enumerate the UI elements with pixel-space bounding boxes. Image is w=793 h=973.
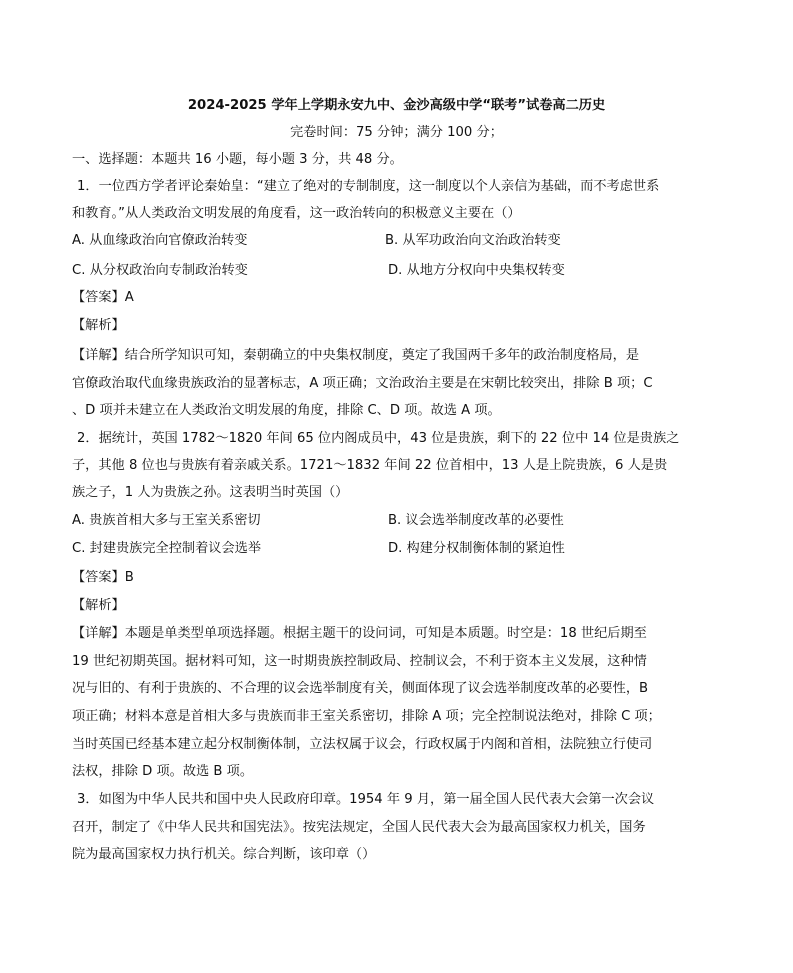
q2-answer: 【答案】B <box>72 570 134 585</box>
q2-detail-line6: 法权，排除 D 项。故选 B 项。 <box>72 764 254 779</box>
section-heading: 一、选择题：本题共 16 小题，每小题 3 分，共 48 分。 <box>72 152 403 167</box>
q1-option-b: B. 从军功政治向文治政治转变 <box>385 233 561 248</box>
q3-stem-line1: 3．如图为中华人民共和国中央人民政府印章。1954 年 9 月，第一届全国人民代表大会第一次会议 <box>77 792 655 807</box>
q1-option-c: C. 从分权政治向专制政治转变 <box>72 263 248 278</box>
q1-detail-line2: 官僚政治取代血缘贵族政治的显著标志，A 项正确；文治政治主要是在宋朝比较突出，排除 B 项；C <box>72 376 653 391</box>
q2-stem-line1: 2．据统计，英国 1782～1820 年间 65 位内阁成员中，43 位是贵族，剩下的 22 位中 14 位是贵族之 <box>77 431 680 446</box>
q2-detail-line1: 【详解】本题是单类型单项选择题。根据主题干的设问词，可知是本质题。时空是：18 世纪后期至 <box>72 626 647 641</box>
q1-detail-line1: 【详解】结合所学知识可知，秦朝确立的中央集权制度，奠定了我国两千多年的政治制度格局，是 <box>72 348 640 363</box>
q3-stem-line2: 召开，制定了《中华人民共和国宪法》。按宪法规定，全国人民代表大会为最高国家权力机关，国务 <box>72 820 646 835</box>
q3-stem-line3: 院为最高国家权力执行机关。综合判断，该印章（） <box>72 847 376 862</box>
q1-stem-line2: 和教育。”从人类政治文明发展的角度看，这一政治转向的积极意义主要在（） <box>72 206 521 221</box>
q2-stem-line2: 子，其他 8 位也与贵族有着亲戚关系。1721～1832 年间 22 位首相中，13 人是上院贵族，6 人是贵 <box>72 458 668 473</box>
q2-detail-line3: 况与旧的、有利于贵族的、不合理的议会选举制度有关，侧面体现了议会选举制度改革的必要性，B <box>72 681 649 696</box>
q2-detail-line5: 当时英国已经基本建立起分权制衡体制，立法权属于议会，行政权属于内阁和首相，法院独立行使司 <box>72 737 653 752</box>
q2-option-c: C. 封建贵族完全控制着议会选举 <box>72 541 262 556</box>
q1-option-a: A. 从血缘政治向官僚政治转变 <box>72 233 248 248</box>
q2-option-d: D. 构建分权制衡体制的紧迫性 <box>388 541 565 556</box>
q2-detail-line2: 19 世纪初期英国。据材料可知，这一时期贵族控制政局、控制议会，不利于资本主义发展，这种情 <box>72 654 647 669</box>
exam-title: 2024-2025 学年上学期永安九中、金沙高级中学“联考”试卷高二历史 <box>187 98 606 113</box>
q2-analysis-label: 【解析】 <box>72 598 125 613</box>
q1-option-d: D. 从地方分权向中央集权转变 <box>388 263 565 278</box>
q2-stem-line3: 族之子，1 人为贵族之孙。这表明当时英国（） <box>72 485 349 500</box>
q2-option-b: B. 议会选举制度改革的必要性 <box>388 513 564 528</box>
exam-subtitle: 完卷时间：75 分钟；满分 100 分； <box>290 125 503 140</box>
q1-analysis-label: 【解析】 <box>72 318 125 333</box>
q1-stem-line1: 1．一位西方学者评论秦始皇：“建立了绝对的专制制度，这一制度以个人亲信为基础，而不考虑世系 <box>77 179 660 194</box>
q2-detail-line4: 项正确；材料本意是首相大多与贵族而非王室关系密切，排除 A 项；完全控制说法绝对，排除 C 项； <box>72 709 661 724</box>
q1-answer: 【答案】A <box>72 290 134 305</box>
q2-option-a: A. 贵族首相大多与王室关系密切 <box>72 513 261 528</box>
q1-detail-line3: 、D 项并未建立在人类政治文明发展的角度，排除 C、D 项。故选 A 项。 <box>72 403 501 418</box>
